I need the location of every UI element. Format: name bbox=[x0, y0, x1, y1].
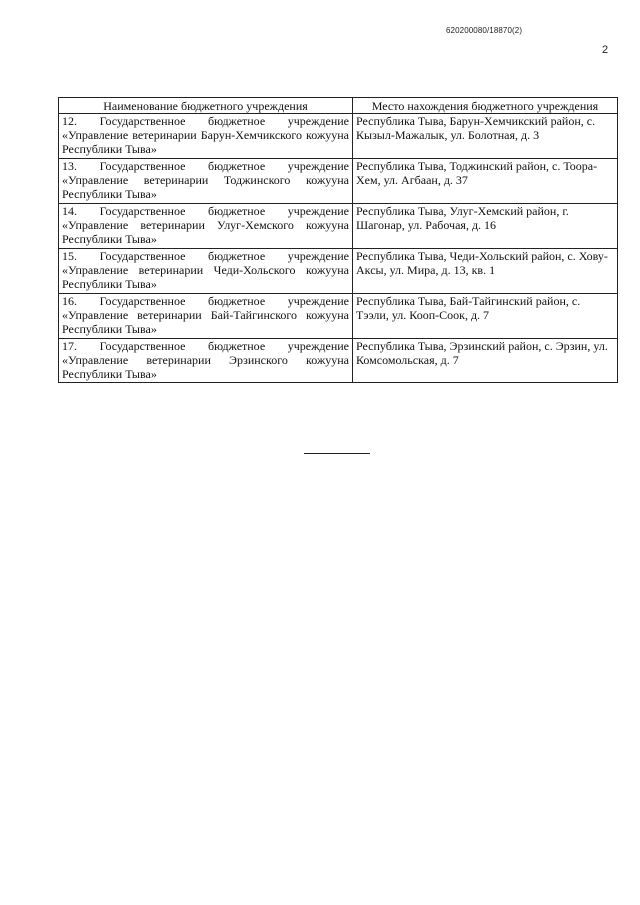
institution-location-cell: Республика Тыва, Барун-Хемчикский район, с. Кызыл-Мажалык, ул. Болотная, д. 3 bbox=[353, 114, 618, 159]
institution-name-cell: 15. Государственное бюджетное учреждение «Управление ветеринарии Чеди-Хольского кожууна Республики Тыва» bbox=[59, 249, 353, 294]
page-number: 2 bbox=[602, 44, 609, 56]
institution-name-cell: 17. Государственное бюджетное учреждение «Управление ветеринарии Эрзинского кожууна Республики Тыва» bbox=[59, 339, 353, 383]
institutions-table bbox=[58, 97, 618, 383]
institution-location-cell: Республика Тыва, Чеди-Хольский район, с. Хову-Аксы, ул. Мира, д. 13, кв. 1 bbox=[353, 249, 618, 294]
institution-name-cell: 16. Государственное бюджетное учреждение «Управление ветеринарии Бай-Тайгинского кожууна Республики Тыва» bbox=[59, 294, 353, 339]
table-row bbox=[59, 339, 618, 383]
document-code: 620200080/18870(2) bbox=[446, 26, 523, 35]
table-row bbox=[59, 249, 618, 294]
institution-location-cell: Республика Тыва, Тоджинский район, с. Тоора-Хем, ул. Агбаан, д. 37 bbox=[353, 159, 618, 204]
table-row bbox=[59, 114, 618, 159]
table-row bbox=[59, 159, 618, 204]
institution-name-cell: 14. Государственное бюджетное учреждение «Управление ветеринарии Улуг-Хемского кожууна Республики Тыва» bbox=[59, 204, 353, 249]
table-header-row bbox=[59, 98, 618, 114]
end-of-document-line bbox=[304, 453, 370, 454]
institution-name-cell: 13. Государственное бюджетное учреждение «Управление ветеринарии Тоджинского кожууна Республики Тыва» bbox=[59, 159, 353, 204]
column-header-location: Место нахождения бюджетного учреждения bbox=[353, 98, 618, 114]
table-row bbox=[59, 294, 618, 339]
institution-location-cell: Республика Тыва, Эрзинский район, с. Эрзин, ул. Комсомольская, д. 7 bbox=[353, 339, 618, 383]
institution-location-cell: Республика Тыва, Улуг-Хемский район, г. Шагонар, ул. Рабочая, д. 16 bbox=[353, 204, 618, 249]
table-row bbox=[59, 204, 618, 249]
column-header-name: Наименование бюджетного учреждения bbox=[59, 98, 353, 114]
institution-name-cell: 12. Государственное бюджетное учреждение «Управление ветеринарии Барун-Хемчикского кожууна Республики Тыва» bbox=[59, 114, 353, 159]
institution-location-cell: Республика Тыва, Бай-Тайгинский район, с. Тээли, ул. Кооп-Соок, д. 7 bbox=[353, 294, 618, 339]
